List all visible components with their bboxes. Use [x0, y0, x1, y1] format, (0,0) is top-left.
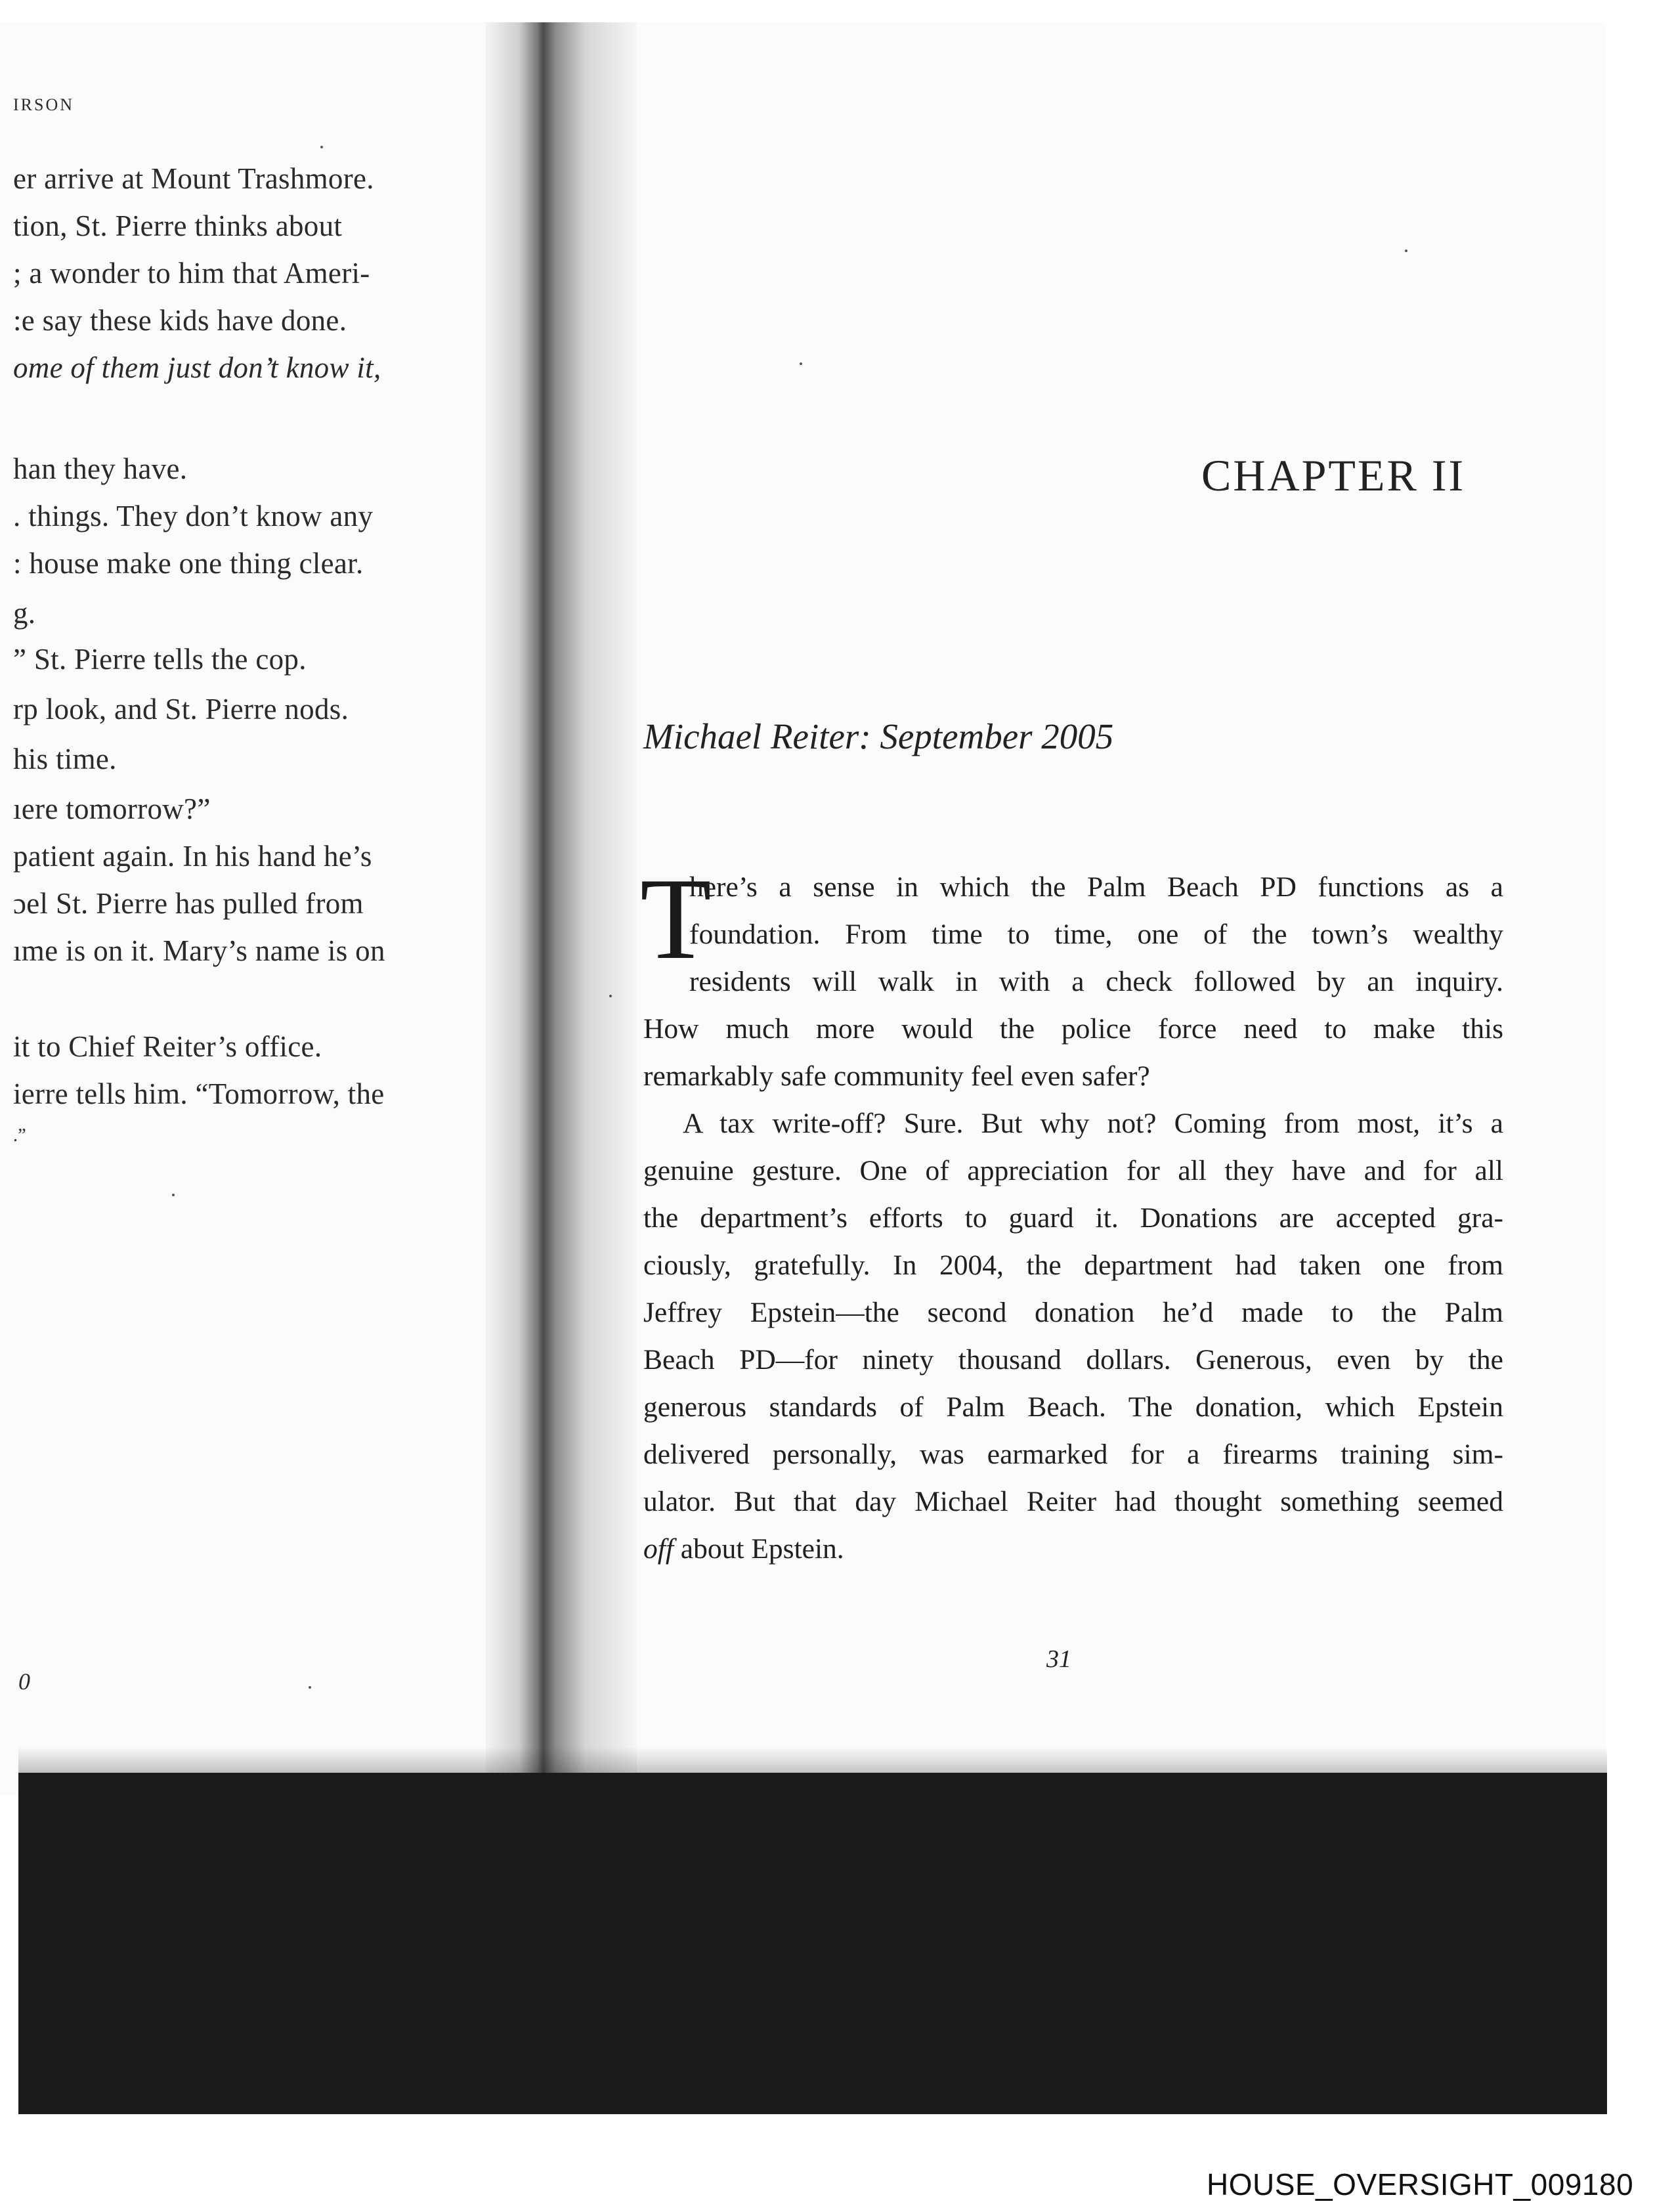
scan-speck [800, 362, 802, 365]
left-text-line: his time. [13, 743, 117, 775]
book-gutter-shadow [486, 22, 637, 1782]
left-text-line: .” [13, 1125, 27, 1146]
body-text-line: ulator. But that day Michael Reiter had thought something seemed [643, 1486, 1503, 1517]
body-text-line: delivered personally, was earmarked for a firearms training sim- [643, 1439, 1503, 1470]
body-text-fragment: about Epstein. [680, 1533, 844, 1565]
left-page-number: 0 [18, 1668, 30, 1695]
left-text-line: ɔel St. Pierre has pulled from [13, 887, 364, 920]
body-text-line: ciously, gratefully. In 2004, the department had taken one from [643, 1249, 1503, 1281]
scan-speck [309, 1686, 311, 1689]
left-text-line: : house make one thing clear. [13, 547, 364, 580]
left-text-line: ” St. Pierre tells the cop. [13, 643, 307, 676]
scan-speck [172, 1194, 175, 1196]
left-text-line: ; a wonder to him that Ameri- [13, 257, 370, 290]
left-text-line: it to Chief Reiter’s office. [13, 1030, 322, 1063]
body-text-line: Beach PD—for ninety thousand dollars. Generous, even by the [643, 1344, 1503, 1376]
scan-speck [1405, 249, 1407, 252]
scanner-background [18, 1773, 1607, 2114]
left-text-line: ıere tomorrow?” [13, 792, 211, 825]
body-text-line: foundation. From time to time, one of the town’s wealthy [689, 919, 1503, 950]
scan-speck [320, 146, 323, 148]
left-text-line: rp look, and St. Pierre nods. [13, 693, 349, 726]
left-text-line: er arrive at Mount Trashmore. [13, 162, 374, 195]
left-text-line: ierre tells him. “Tomorrow, the [13, 1077, 385, 1110]
right-page-number: 31 [1046, 1645, 1071, 1673]
left-text-line: ıme is on it. Mary’s name is on [13, 934, 385, 967]
left-text-line: patient again. In his hand he’s [13, 840, 372, 873]
body-text-line: residents will walk in with a check followed by an inquiry. [689, 966, 1503, 997]
left-text-line: han they have. [13, 452, 188, 485]
section-title: Michael Reiter: September 2005 [643, 716, 1114, 756]
body-text-line: remarkably safe community feel even safer? [643, 1060, 1150, 1092]
body-text-line: generous standards of Palm Beach. The donation, which Epstein [643, 1391, 1503, 1423]
body-text-line: Jeffrey Epstein—the second donation he’d made to the Palm [643, 1297, 1503, 1328]
left-text-line: g. [13, 597, 36, 630]
scan-speck [609, 995, 612, 997]
italic-word: off [643, 1533, 674, 1565]
body-text-line: the department’s efforts to guard it. Donations are accepted gra- [643, 1202, 1503, 1234]
left-text-line: tion, St. Pierre thinks about [13, 209, 343, 242]
chapter-title: CHAPTER II [1201, 450, 1466, 500]
left-text-line: . things. They don’t know any [13, 500, 374, 532]
body-text-line: How much more would the police force need to make this [643, 1013, 1503, 1045]
left-running-head: IRSON [13, 95, 75, 114]
left-text-line: :e say these kids have done. [13, 304, 347, 337]
left-text-line: ome of them just don’t know it, [13, 351, 381, 384]
body-text-line: A tax write-off? Sure. But why not? Coming from most, it’s a [683, 1108, 1503, 1139]
body-text-line: genuine gesture. One of appreciation for all they have and for all [643, 1155, 1503, 1186]
bates-number: HOUSE_OVERSIGHT_009180 [1207, 2167, 1634, 2201]
body-text-line: here’s a sense in which the Palm Beach PD functions as a [689, 871, 1503, 903]
drop-cap: T [640, 854, 712, 984]
body-text-line-last [643, 1535, 1503, 1564]
